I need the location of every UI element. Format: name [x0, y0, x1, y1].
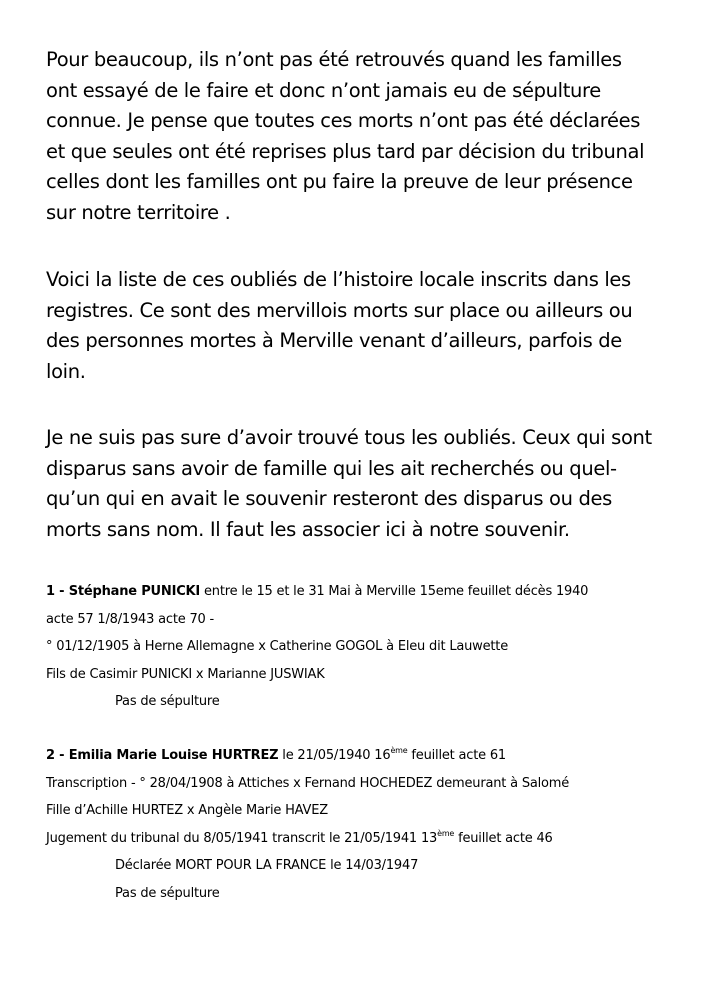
record-line: Fils de Casimir PUNICKI x Marianne JUSWIAK — [46, 666, 325, 682]
record-name: 2 - Emilia Marie Louise HURTREZ — [46, 748, 279, 763]
record-heading-text: feuillet acte 61 — [407, 748, 506, 763]
record-line: Transcription - ° 28/04/1908 à Attiches x Fernand HOCHEDEZ demeurant à Salomé — [46, 775, 570, 791]
paragraph-line: Pour beaucoup, ils n’ont pas été retrouvés quand les familles — [46, 48, 622, 71]
record-line: acte 57 1/8/1943 acte 70 - — [46, 611, 215, 627]
record-heading-line — [46, 578, 686, 606]
record-name: 1 - Stéphane PUNICKI — [46, 584, 201, 599]
record-heading-text: entre le 15 et le 31 Mai à Merville 15eme feuillet décès 1940 — [200, 584, 589, 599]
record-heading-text: le 21/05/1940 16 — [278, 748, 391, 763]
record-line: Fille d’Achille HURTEZ x Angèle Marie HAVEZ — [46, 803, 328, 818]
paragraph-line: et que seules ont été reprises plus tard par décision du tribunal — [46, 139, 645, 163]
paragraph-line: celles dont les familles ont pu faire la preuve de leur présence — [46, 170, 633, 193]
superscript: ème — [390, 746, 408, 755]
paragraph-line: des personnes mortes à Merville venant d’ailleurs, parfois de — [46, 329, 622, 352]
record-judgment-line — [46, 825, 686, 853]
paragraph-2 — [46, 265, 666, 387]
record-heading-line — [46, 742, 686, 770]
paragraph-line: morts sans nom. Il faut les associer ici à notre souvenir. — [46, 517, 570, 541]
paragraph-line: loin. — [46, 359, 86, 383]
declared-status: Déclarée MORT POUR LA FRANCE le 14/03/1947 — [115, 858, 419, 873]
paragraph-line: registres. Ce sont des mervillois morts sur place ou ailleurs ou — [46, 298, 633, 322]
record-judgment-text: Jugement du tribunal du 8/05/1941 transcrit le 21/05/1941 13 — [46, 830, 438, 846]
record-2 — [46, 742, 686, 907]
paragraph-line: ont essayé de le faire et donc n’ont jamais eu de sépulture — [46, 78, 601, 102]
record-1 — [46, 578, 686, 716]
record-judgment-text: feuillet acte 46 — [454, 830, 553, 846]
burial-status: Pas de sépulture — [115, 885, 220, 901]
paragraph-line: Voici la liste de ces oubliés de l’histoire locale inscrits dans les — [46, 268, 631, 291]
record-line: ° 01/12/1905 à Herne Allemagne x Catherine GOGOL à Eleu dit Lauwette — [46, 639, 508, 654]
superscript: ème — [437, 828, 455, 838]
paragraph-line: Je ne suis pas sure d’avoir trouvé tous les oubliés. Ceux qui sont — [46, 426, 652, 449]
paragraph-line: sur notre territoire . — [46, 200, 231, 224]
paragraph-line: disparus sans avoir de famille qui les ait recherchés ou quel- — [46, 456, 617, 480]
burial-status: Pas de sépulture — [115, 694, 220, 709]
paragraph-line: connue. Je pense que toutes ces morts n’ont pas été déclarées — [46, 109, 641, 132]
paragraph-line: qu’un qui en avait le souvenir resteront des disparus ou des — [46, 487, 612, 510]
paragraph-3 — [46, 423, 666, 545]
paragraph-1 — [46, 45, 666, 228]
